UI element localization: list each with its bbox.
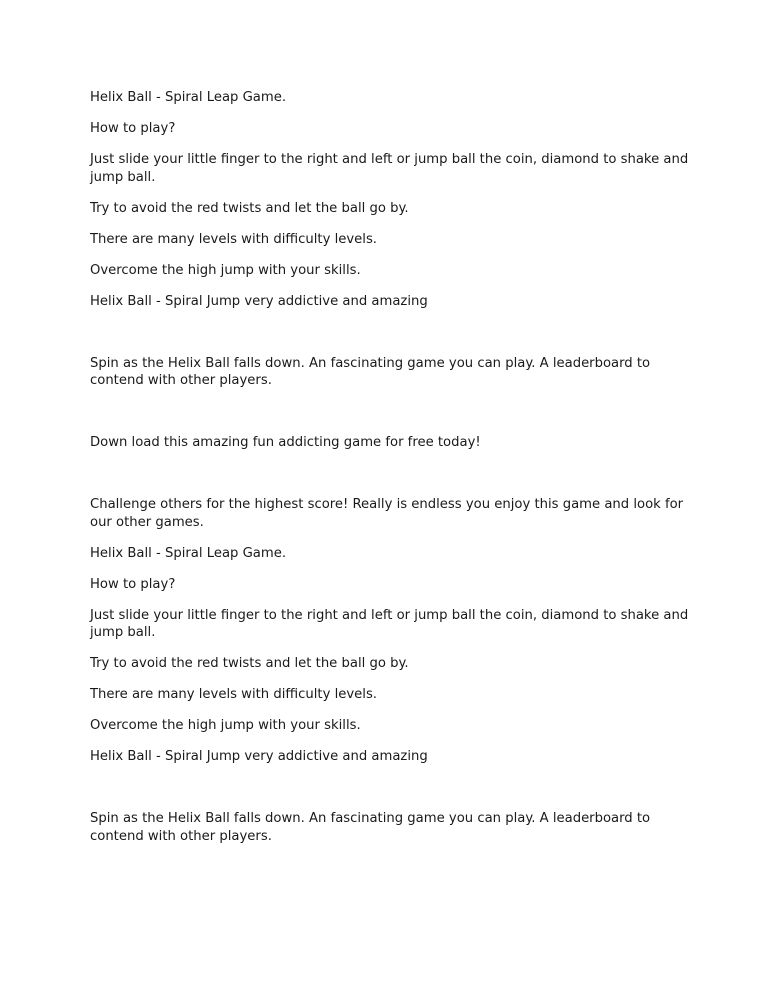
paragraph-challenge: Challenge others for the highest score! Really is endless you enjoy this game and look for our other games. [90, 497, 684, 530]
paragraph-instructions: Just slide your little finger to the right and left or jump ball the coin, diamond to shake and jump ball. [90, 152, 689, 185]
paragraph-avoid: Try to avoid the red twists and let the ball go by. [90, 200, 409, 216]
paragraph-addictive: Helix Ball - Spiral Jump very addictive and amazing [90, 293, 428, 309]
paragraph-spin: Spin as the Helix Ball falls down. An fascinating game you can play. A leaderboard to contend with other players. [90, 811, 651, 844]
document-body [90, 89, 690, 859]
paragraph-spin: Spin as the Helix Ball falls down. An fascinating game you can play. A leaderboard to contend with other players. [90, 355, 651, 388]
paragraph-skills: Overcome the high jump with your skills. [90, 262, 361, 278]
blank-gap [90, 779, 690, 810]
paragraph-title: Helix Ball - Spiral Leap Game. [90, 90, 287, 105]
blank-gap [90, 403, 690, 434]
paragraph-avoid: Try to avoid the red twists and let the ball go by. [90, 656, 409, 671]
blank-gap [90, 324, 690, 355]
paragraph-levels: There are many levels with difficulty levels. [90, 687, 378, 702]
paragraph-addictive: Helix Ball - Spiral Jump very addictive and amazing [90, 749, 428, 764]
paragraph-title: Helix Ball - Spiral Leap Game. [90, 545, 287, 561]
paragraph-instructions: Just slide your little finger to the right and left or jump ball the coin, diamond to shake and jump ball. [90, 607, 689, 640]
paragraph-download: Down load this amazing fun addicting game for free today! [90, 435, 481, 450]
paragraph-skills: Overcome the high jump with your skills. [90, 718, 361, 733]
blank-gap [90, 465, 690, 496]
paragraph-how-to-play: How to play? [90, 121, 176, 136]
paragraph-how-to-play: How to play? [90, 576, 176, 592]
paragraph-levels: There are many levels with difficulty levels. [90, 231, 378, 247]
